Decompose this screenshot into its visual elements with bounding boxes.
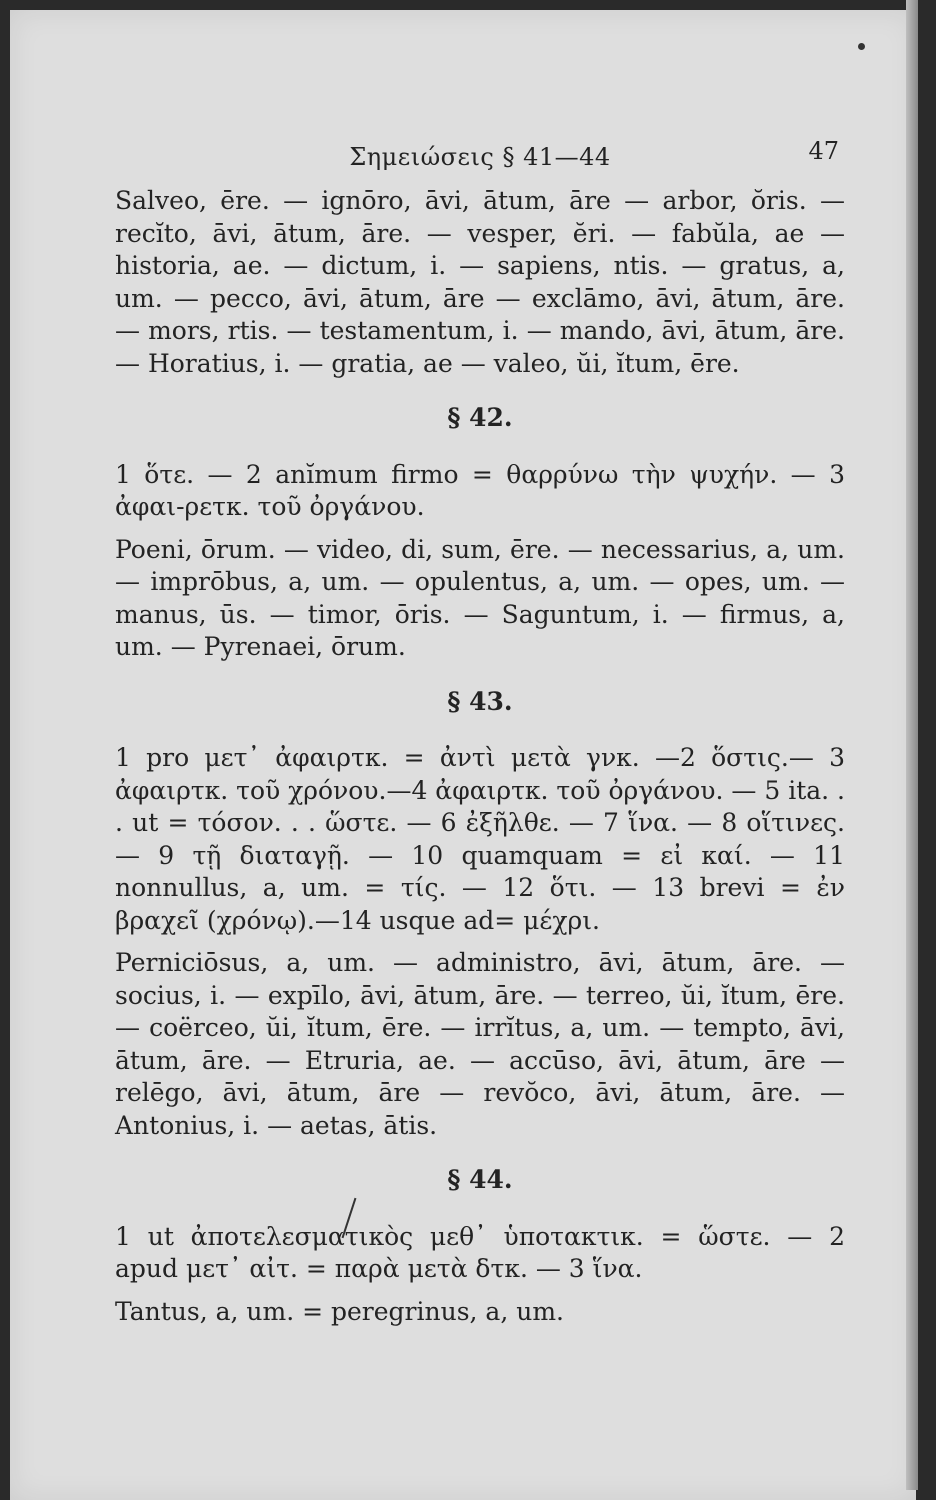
section-heading-43: § 43. [447, 686, 513, 716]
page-edge [906, 0, 918, 1490]
vocab-paragraph-44: Tantus, a, um. = peregrinus, a, um. [115, 1296, 564, 1326]
section-heading-42: § 42. [447, 403, 513, 432]
ink-speck [858, 43, 865, 50]
vocab-paragraph-42: Poeni, ōrum. — video, di, sum, ēre. — necessarius, a, um. — imprōbus, a, um. — opulentus, a, um. — opes, um. — manus, ūs. — timor, ōris. — Saguntum, i. — firmus, a, um. — Pyrenaei, ōrum. [115, 534, 845, 661]
page-number: 47 [808, 137, 839, 165]
header-title: Σημειώσεις § 41—44 [349, 143, 611, 171]
running-header [115, 125, 845, 185]
page-text [115, 125, 845, 1328]
book-page [10, 10, 916, 1500]
notes-paragraph-43: 1 pro μετ᾽ ἀφαιρτκ. = ἀντὶ μετὰ γνκ. —2 ὅστις.— 3 ἀφαιρτκ. τοῦ χρόνου.—4 ἀφαιρτκ. τοῦ ὀργάνου. — 5 ita. . . ut = τόσον. . . ὥστε. — 6 ἐξῆλθε. — 7 ἵνα. — 8 οἵτινες. — 9 τῇ διαταγῇ. — 10 quamquam = εἰ καί. — 11 nonnullus, a, um. = τίς. — 12 ὅτι. — 13 brevi = ἐν βραχεῖ (χρόνῳ).—14 usque ad= μέχρι. [115, 743, 845, 935]
vocab-paragraph-43: Perniciōsus, a, um. — administro, āvi, ātum, āre. — socius, i. — expīlo, āvi, ātum, āre. — terreo, ŭi, ĭtum, ēre. — coërceo, ŭi, ĭtum, ēre. — irrĭtus, a, um. — tempto, āvi, ātum, āre. — Etruria, ae. — accūso, āvi, ātum, āre — relēgo, āvi, ātum, āre — revŏco, āvi, ātum, āre. — Antonius, i. — aetas, ātis. [115, 948, 845, 1140]
section-heading-44: § 44. [447, 1165, 513, 1194]
notes-paragraph-42: 1 ὅτε. — 2 anĭmum firmo = θαρρύνω τὴν ψυχήν. — 3 ἀφαι-ρετκ. τοῦ ὀργάνου. [115, 459, 845, 521]
notes-paragraph-44: 1 ut ἀποτελεσματικὸς μεθ᾽ ὑποτακτικ. = ὥστε. — 2 apud μετ᾽ αἰτ. = παρὰ μετὰ δτκ. — 3 ἵνα. [115, 1221, 845, 1283]
vocab-paragraph-41: Salveo, ēre. — ignōro, āvi, ātum, āre — arbor, ŏris. — recĭto, āvi, ātum, āre. — vesper, ĕri. — fabŭla, ae — historia, ae. — dictum, i. — sapiens, ntis. — gratus, a, um. — pecco, āvi, ātum, āre — exclāmo, āvi, ātum, āre. — mors, rtis. — testamentum, i. — mando, āvi, ātum, āre. — Horatius, i. — gratia, ae — valeo, ŭi, ĭtum, ēre. [115, 186, 845, 378]
